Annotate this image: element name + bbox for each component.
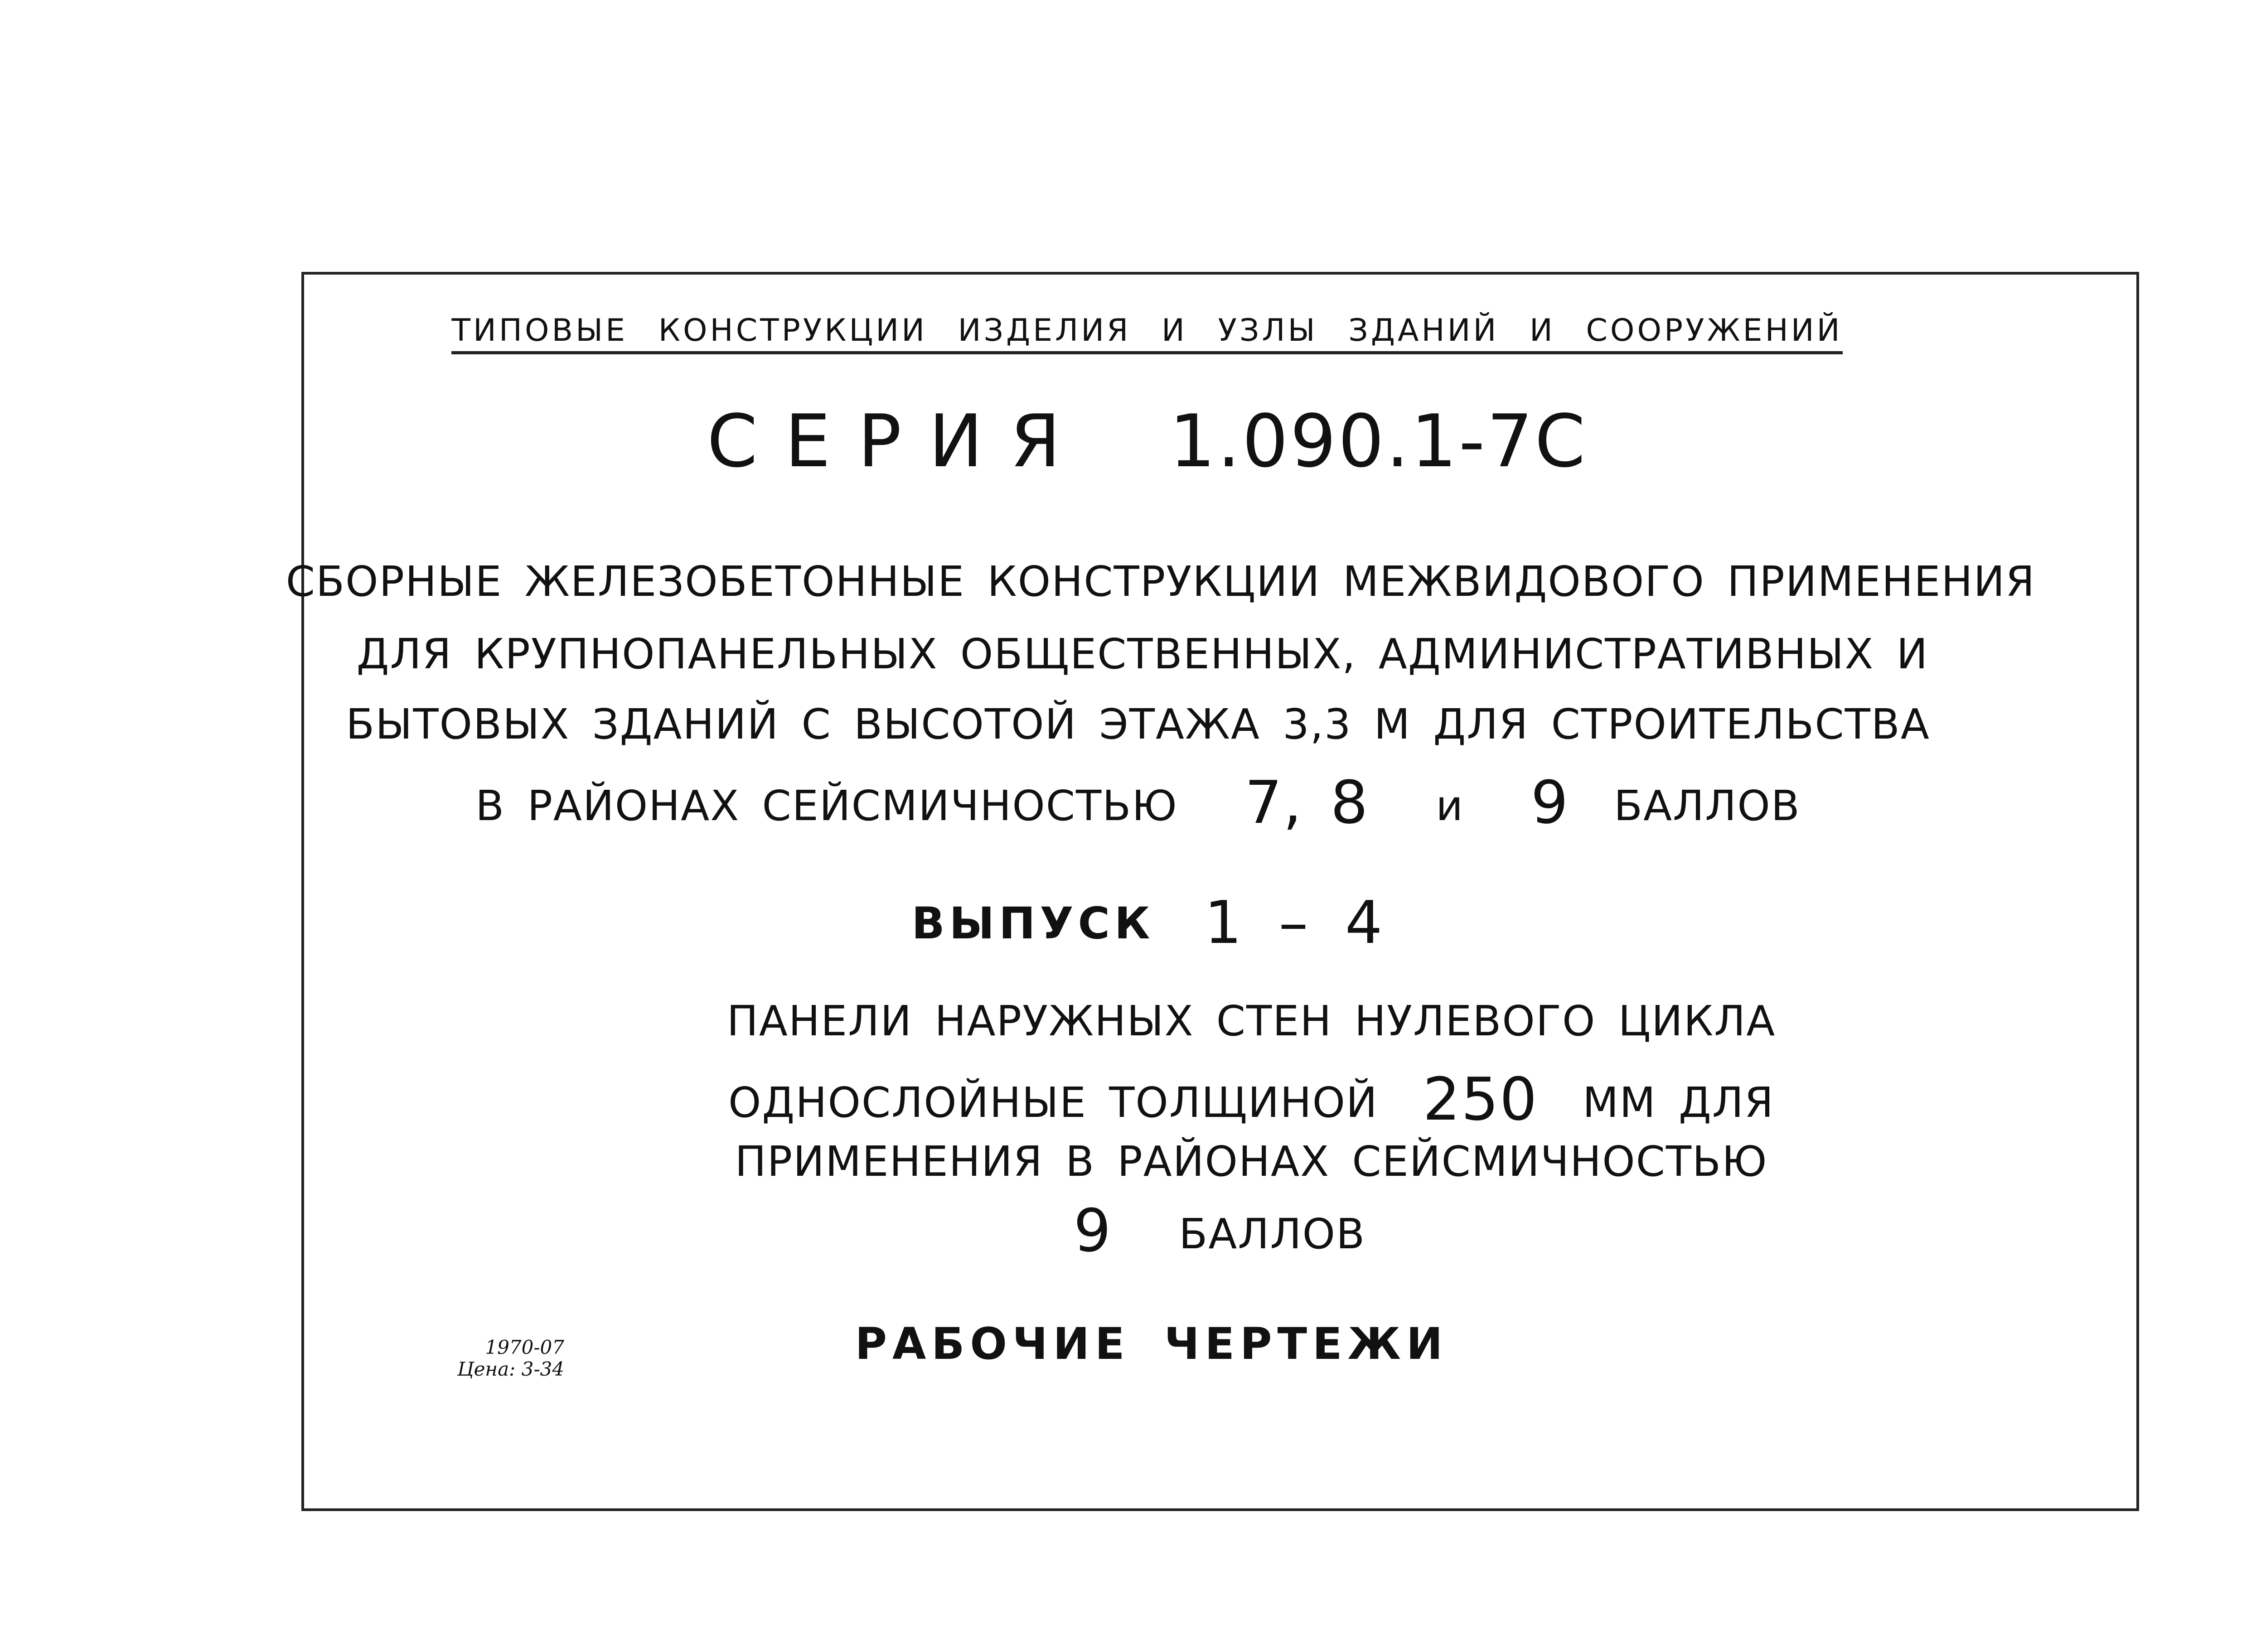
header-text: ТИПОВЫЕ КОНСТРУКЦИИ ИЗДЕЛИЯ И УЗЛЫ ЗДАНИЙ И СООРУЖЕНИЙ xyxy=(451,313,1842,354)
series-title xyxy=(0,399,2266,483)
subtitle-line-1: ПАНЕЛИ НАРУЖНЫХ СТЕН НУЛЕВОГО ЦИКЛА xyxy=(726,997,1776,1045)
working-drawings-label: РАБОЧИЕ ЧЕРТЕЖИ xyxy=(855,1319,1448,1369)
stamp-price: Цена: 3-34 xyxy=(457,1358,564,1380)
subtitle-line-2 xyxy=(104,1065,2266,1134)
title-line-2: ДЛЯ КРУПНОПАНЕЛЬНЫХ ОБЩЕСТВЕННЫХ, АДМИНИСТРАТИВНЫХ И xyxy=(356,630,1929,678)
title-line-1: СБОРНЫЕ ЖЕЛЕЗОБЕТОННЫЕ КОНСТРУКЦИИ МЕЖВИДОВОГО ПРИМЕНЕНИЯ xyxy=(286,557,2036,606)
series-number: 1.090.1-7С xyxy=(1169,399,1588,483)
subtitle-line-3: ПРИМЕНЕНИЯ В РАЙОНАХ СЕЙСМИЧНОСТЬЮ xyxy=(735,1137,1768,1186)
title-line-4 xyxy=(0,768,2266,837)
issue-number: 1 – 4 xyxy=(1204,888,1392,957)
issue-label: ВЫПУСК xyxy=(911,898,1155,949)
title-line-4-suffix: БАЛЛОВ xyxy=(1613,782,1801,830)
title-line-4-values: 7, 8 xyxy=(1244,768,1369,837)
title-line-4-prefix: В РАЙОНАХ СЕЙСМИЧНОСТЬЮ xyxy=(475,782,1178,830)
subtitle-line-4 xyxy=(73,1196,2266,1265)
title-line-4-value2: 9 xyxy=(1530,768,1569,837)
series-label: СЕРИЯ xyxy=(707,399,1088,483)
subtitle-thickness-value: 250 xyxy=(1423,1065,1538,1134)
title-line-4-and: и xyxy=(1436,782,1464,830)
price-stamp xyxy=(419,1337,564,1380)
subtitle-line-2-prefix: ОДНОСЛОЙНЫЕ ТОЛЩИНОЙ xyxy=(728,1078,1378,1127)
header-caption xyxy=(0,313,2266,348)
subtitle-line-4-value: 9 xyxy=(1073,1196,1112,1265)
issue-heading xyxy=(5,888,2266,957)
subtitle-line-2-suffix: ММ ДЛЯ xyxy=(1583,1078,1775,1127)
subtitle-line-4-suffix: БАЛЛОВ xyxy=(1179,1210,1366,1258)
title-line-3: БЫТОВЫХ ЗДАНИЙ С ВЫСОТОЙ ЭТАЖА 3,3 М ДЛЯ СТРОИТЕЛЬСТВА xyxy=(346,700,1930,749)
stamp-code: 1970-07 xyxy=(485,1336,564,1358)
